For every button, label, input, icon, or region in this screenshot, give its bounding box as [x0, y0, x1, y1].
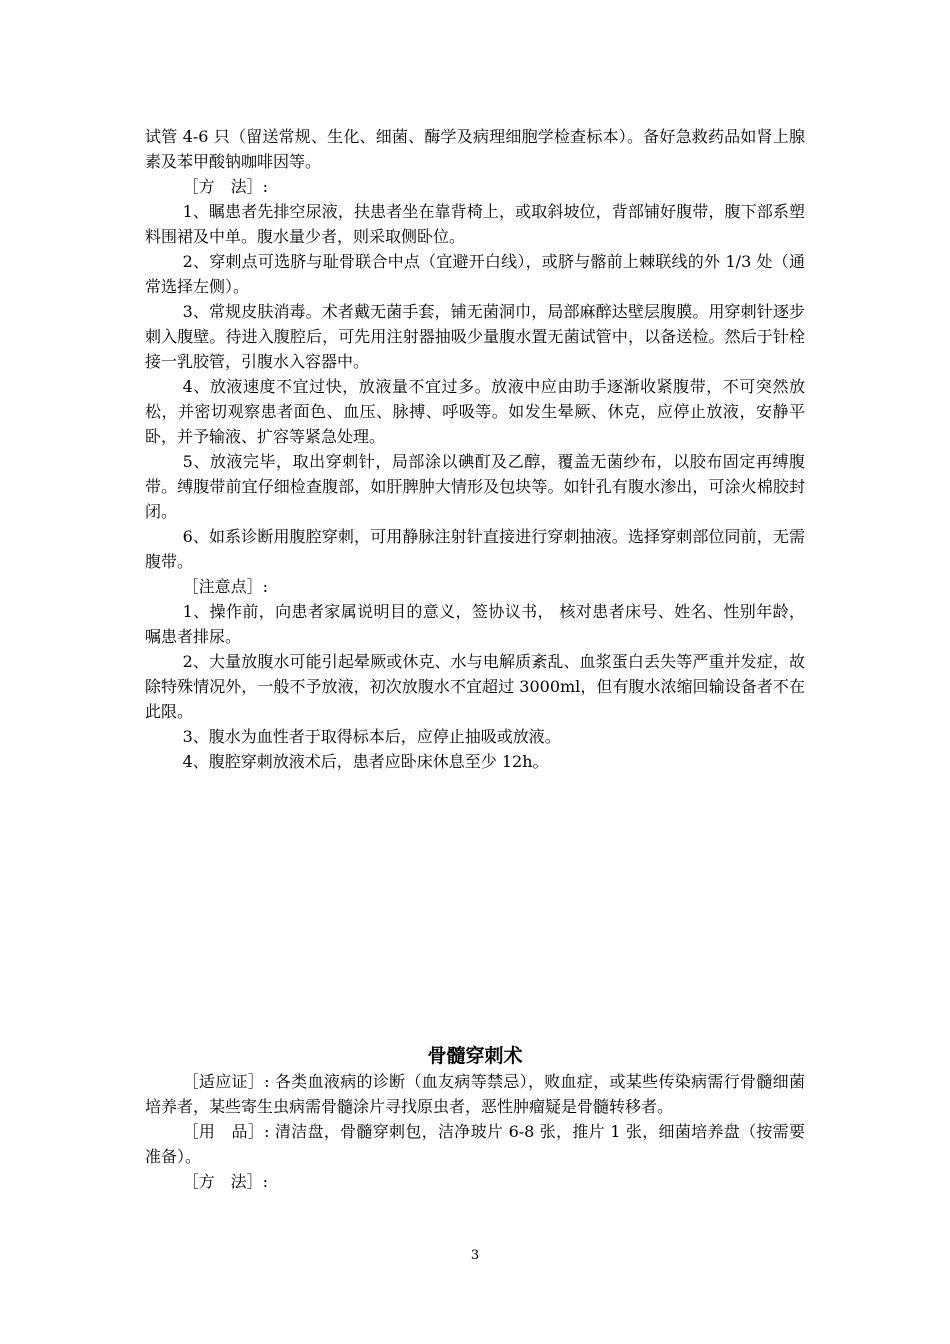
bone-marrow-section	[145, 1043, 805, 1194]
notes-item: 1、操作前，向患者家属说明目的意义，签协议书， 核对患者床号、姓名、性别年龄，嘱患者排尿。	[145, 602, 805, 646]
method-item: 2、穿刺点可选脐与耻骨联合中点（宜避开白线），或脐与髂前上棘联线的外 1/3 处（通常选择左侧）。	[145, 252, 805, 296]
method-item: 1、瞩患者先排空尿液，扶患者坐在靠背椅上，或取斜坡位，背部铺好腹带，腹下部系塑料围裙及中单。腹水量少者，则采取侧卧位。	[145, 202, 805, 246]
method-item: 5、放液完毕，取出穿刺针，局部涂以碘酊及乙醇，覆盖无菌纱布，以胶布固定再缚腹带。缚腹带前宜仔细检查腹部，如肝脾肿大情形及包块等。如针孔有腹水渗出，可涂火棉胶封闭。	[145, 452, 805, 521]
section-title: 骨髓穿刺术	[427, 1045, 523, 1067]
notes-heading: ［注意点］:	[182, 577, 268, 596]
continuation-paragraph: 试管 4-6 只（留送常规、生化、细菌、酶学及病理细胞学检查标本）。备好急救药品如肾上腺素及苯甲酸钠咖啡因等。	[145, 127, 805, 171]
method-heading: ［方 法］:	[182, 177, 268, 196]
method-item: 3、常规皮肤消毒。术者戴无菌手套，铺无菌洞巾，局部麻醉达壁层腹膜。用穿刺针逐步刺入腹壁。待进入腹腔后，可先用注射器抽吸少量腹水置无菌试管中，以备送检。然后于针栓接一乳胶管，引腹水入容器中。	[145, 302, 805, 371]
supplies-paragraph: ［用 品］: 清洁盘，骨髓穿刺包，洁净玻片 6-8 张，推片 1 张，细菌培养盘（按需要准备）。	[145, 1122, 805, 1166]
page-number: 3	[470, 1248, 480, 1263]
method-item: 6、如系诊断用腹腔穿刺，可用静脉注射针直接进行穿刺抽液。选择穿刺部位同前，无需腹带。	[145, 527, 805, 571]
method-item: 4、放液速度不宜过快，放液量不宜过多。放液中应由助手逐渐收紧腹带，不可突然放松，并密切观察患者面色、血压、脉搏、呼吸等。如发生晕厥、休克，应停止放液，安静平卧，并予输液、扩容等紧急处理。	[145, 377, 805, 446]
indication-paragraph: ［适应证］: 各类血液病的诊断（血友病等禁忌），败血症，或某些传染病需行骨髓细菌培养者，某些寄生虫病需骨髓涂片寻找原虫者，恶性肿瘤疑是骨髓转移者。	[145, 1072, 805, 1116]
notes-item: 2、大量放腹水可能引起晕厥或休克、水与电解质紊乱、血浆蛋白丢失等严重并发症，故除特殊情况外，一般不予放液，初次放腹水不宜超过 3000ml，但有腹水浓缩回输设备者不在此限。	[145, 652, 805, 721]
procedure-text	[145, 124, 805, 774]
notes-item: 3、腹水为血性者于取得标本后，应停止抽吸或放液。	[182, 727, 561, 746]
section-method-heading: ［方 法］:	[182, 1172, 268, 1191]
notes-item: 4、腹腔穿刺放液术后，患者应卧床休息至少 12h。	[182, 752, 549, 771]
